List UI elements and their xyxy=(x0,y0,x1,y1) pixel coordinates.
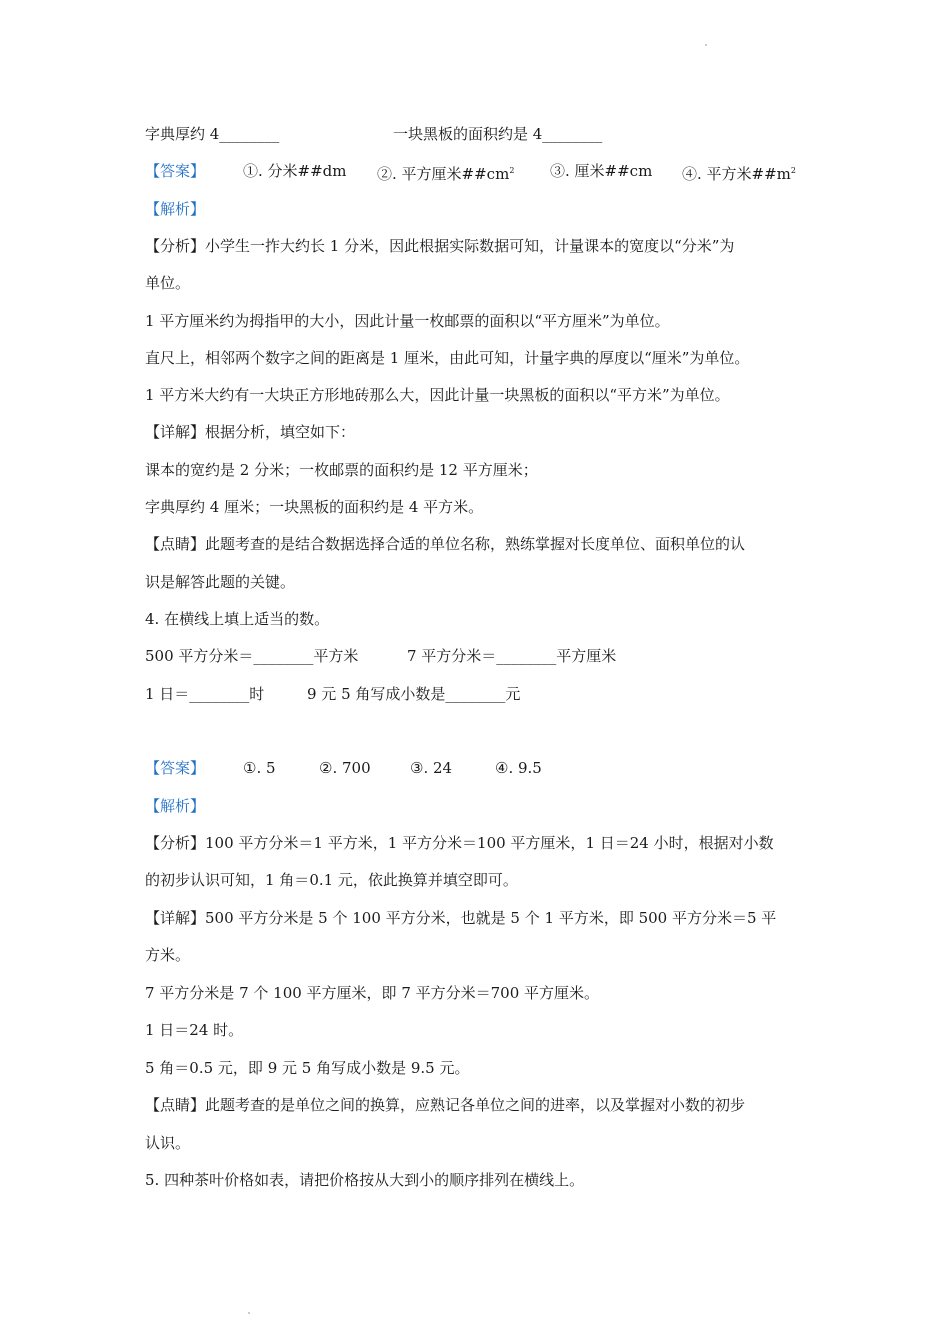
analysis-label: 【解析】 xyxy=(145,797,206,815)
q5-title: 5. 四种茶叶价格如表，请把价格按从大到小的顺序排列在横线上。 xyxy=(145,1171,585,1189)
q3-para-4: 1 平方米大约有一大块正方形地砖那么大，因此计量一块黑板的面积以“平方米”为单位。 xyxy=(145,386,730,404)
q4-fenxi xyxy=(145,833,774,853)
q3-fenxi-text: 小学生一拃大约长 1 分米，因此根据实际数据可知，计量课本的宽度以“分米”为 xyxy=(205,237,735,255)
q4-row-2 xyxy=(145,684,521,704)
q4-dianjing-text: 此题考查的是单位之间的换算，应熟记各单位之间的进率，以及掌握对小数的初步 xyxy=(205,1096,746,1114)
q3-fenxi xyxy=(145,236,734,256)
q4-xiangjie xyxy=(145,908,776,928)
q4-fill-3: 1 日＝________时 xyxy=(145,685,265,703)
answer-1: ①. 分米##dm xyxy=(243,162,347,180)
q4-dianjing-cont: 认识。 xyxy=(145,1134,191,1152)
q4-fenxi-text: 100 平方分米＝1 平方米，1 平方分米＝100 平方厘米，1 日＝24 小时，根据对小数 xyxy=(205,834,774,852)
q3-answer-line xyxy=(145,161,796,183)
corner-dot xyxy=(705,44,707,46)
q4-row-1 xyxy=(145,646,617,666)
q4-para-5: 5 角＝0.5 元，即 9 元 5 角写成小数是 9.5 元。 xyxy=(145,1059,470,1077)
q3-xiangjie xyxy=(145,422,355,442)
q4-title: 4. 在横线上填上适当的数。 xyxy=(145,610,330,628)
dianjing-label: 【点睛】 xyxy=(145,535,206,553)
answer-4-text: ④. 平方米##m xyxy=(682,165,791,183)
answer-2 xyxy=(377,161,514,184)
q4-answer-1: ①. 5 xyxy=(243,759,276,777)
q3-fenxi-cont: 单位。 xyxy=(145,274,191,292)
xiangjie-label: 【详解】 xyxy=(145,909,206,927)
answer-2-text: ②. 平方厘米##cm xyxy=(377,165,510,183)
q4-para-4: 1 日＝24 时。 xyxy=(145,1021,244,1039)
q3-para-2: 1 平方厘米约为拇指甲的大小，因此计量一枚邮票的面积以“平方厘米”为单位。 xyxy=(145,312,670,330)
q4-answer-4: ④. 9.5 xyxy=(495,759,542,777)
q3-fill-blackboard: 一块黑板的面积约是 4________ xyxy=(393,125,603,143)
superscript: 2 xyxy=(509,166,515,175)
answer-3: ③. 厘米##cm xyxy=(550,162,653,180)
q4-xiangjie-text: 500 平方分米是 5 个 100 平方分米，也就是 5 个 1 平方米，即 500 平方分米＝5 平 xyxy=(205,909,777,927)
q4-fill-4: 9 元 5 角写成小数是________元 xyxy=(307,685,521,703)
answer-4 xyxy=(682,161,796,184)
q3-fill-dictionary: 字典厚约 4________ xyxy=(145,125,280,143)
fenxi-label: 【分析】 xyxy=(145,237,206,255)
q3-para-7: 字典厚约 4 厘米；一块黑板的面积约是 4 平方米。 xyxy=(145,498,484,516)
q3-para-6: 课本的宽约是 2 分米；一枚邮票的面积约是 12 平方厘米； xyxy=(145,461,538,479)
superscript: 2 xyxy=(790,166,796,175)
q4-answer-2: ②. 700 xyxy=(319,759,371,777)
q3-para-3: 直尺上，相邻两个数字之间的距离是 1 厘米，由此可知，计量字典的厚度以“厘米”为单位。 xyxy=(145,349,750,367)
q4-dianjing xyxy=(145,1095,745,1115)
dianjing-label: 【点睛】 xyxy=(145,1096,206,1114)
q3-dianjing-cont: 识是解答此题的关键。 xyxy=(145,573,296,591)
q3-dianjing-text: 此题考查的是结合数据选择合适的单位名称，熟练掌握对长度单位、面积单位的认 xyxy=(205,535,746,553)
analysis-label: 【解析】 xyxy=(145,200,206,218)
corner-dot xyxy=(248,1312,250,1314)
answer-label: 【答案】 xyxy=(145,759,206,777)
q3-dianjing xyxy=(145,534,745,554)
q4-xiangjie-cont: 方米。 xyxy=(145,946,191,964)
xiangjie-label: 【详解】 xyxy=(145,423,206,441)
q3-xiangjie-text: 根据分析，填空如下： xyxy=(205,423,356,441)
q4-fill-2: 7 平方分米＝________平方厘米 xyxy=(407,647,617,665)
answer-label: 【答案】 xyxy=(145,162,206,180)
q4-fenxi-cont: 的初步认识可知，1 角＝0.1 元，依此换算并填空即可。 xyxy=(145,871,518,889)
fenxi-label: 【分析】 xyxy=(145,834,206,852)
q4-fill-1: 500 平方分米＝________平方米 xyxy=(145,647,359,665)
q3-fill-line xyxy=(145,124,603,144)
q4-answer-3: ③. 24 xyxy=(410,759,453,777)
q4-answer-line xyxy=(145,758,542,778)
q4-para-3: 7 平方分米是 7 个 100 平方厘米，即 7 平方分米＝700 平方厘米。 xyxy=(145,984,600,1002)
